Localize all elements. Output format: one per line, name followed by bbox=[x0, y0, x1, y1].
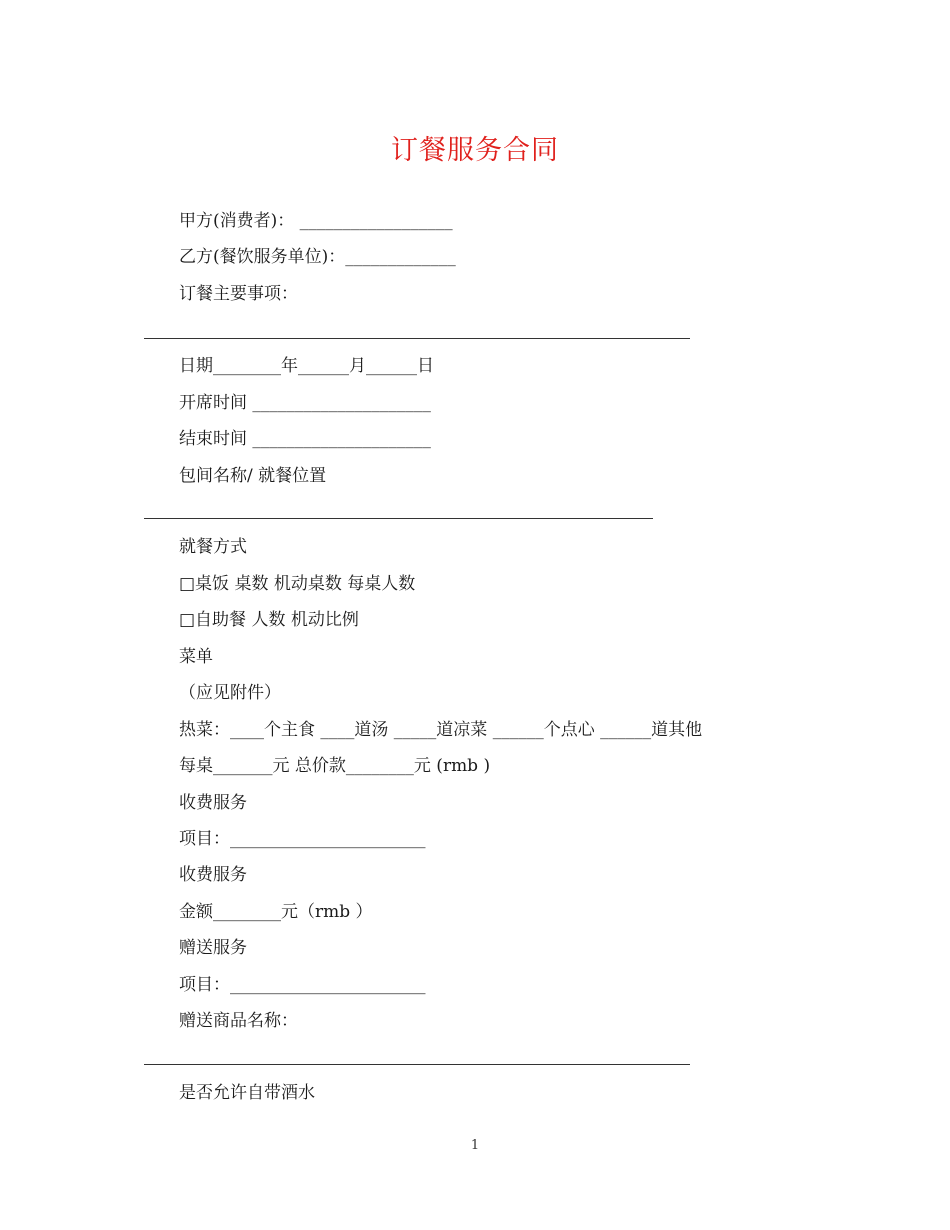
blank-rule bbox=[144, 518, 653, 519]
own-drinks-line: 是否允许自带酒水 bbox=[179, 1083, 315, 1103]
dishes-line: 热菜：____个主食 ____道汤 _____道凉菜 ______个点心 ______道其他 bbox=[179, 720, 703, 740]
party-a-line: 甲方(消费者)： __________________ bbox=[179, 211, 453, 231]
gift-goods-line: 赠送商品名称： bbox=[179, 1011, 298, 1031]
paid-service-heading: 收费服务 bbox=[179, 865, 247, 885]
room-location-line: 包间名称/ 就餐位置 bbox=[179, 466, 327, 486]
date-line: 日期________年______月______日 bbox=[179, 356, 434, 376]
price-line: 每桌_______元 总价款________元 (rmb ) bbox=[179, 756, 491, 776]
menu-attachment-note: （应见附件） bbox=[179, 683, 281, 703]
blank-rule bbox=[144, 338, 690, 339]
amount-line: 金额________元（rmb ） bbox=[179, 902, 373, 922]
order-items-heading: 订餐主要事项： bbox=[179, 284, 298, 304]
end-time-line: 结束时间 _____________________ bbox=[179, 429, 431, 449]
buffet-option: □自助餐 人数 机动比例 bbox=[179, 610, 359, 630]
table-meal-option: □桌饭 桌数 机动桌数 每桌人数 bbox=[179, 574, 416, 594]
paid-service-heading: 收费服务 bbox=[179, 793, 247, 813]
page-number: 1 bbox=[470, 1138, 480, 1153]
free-service-heading: 赠送服务 bbox=[179, 938, 247, 958]
menu-heading: 菜单 bbox=[179, 647, 213, 667]
start-time-line: 开席时间 _____________________ bbox=[179, 393, 431, 413]
paid-service-item-line: 项目：_______________________ bbox=[179, 829, 426, 849]
dining-mode-heading: 就餐方式 bbox=[179, 537, 247, 557]
party-b-line: 乙方(餐饮服务单位)：_____________ bbox=[179, 247, 456, 267]
document-title: 订餐服务合同 bbox=[391, 135, 559, 166]
free-service-item-line: 项目：_______________________ bbox=[179, 975, 426, 995]
blank-rule bbox=[144, 1064, 690, 1065]
